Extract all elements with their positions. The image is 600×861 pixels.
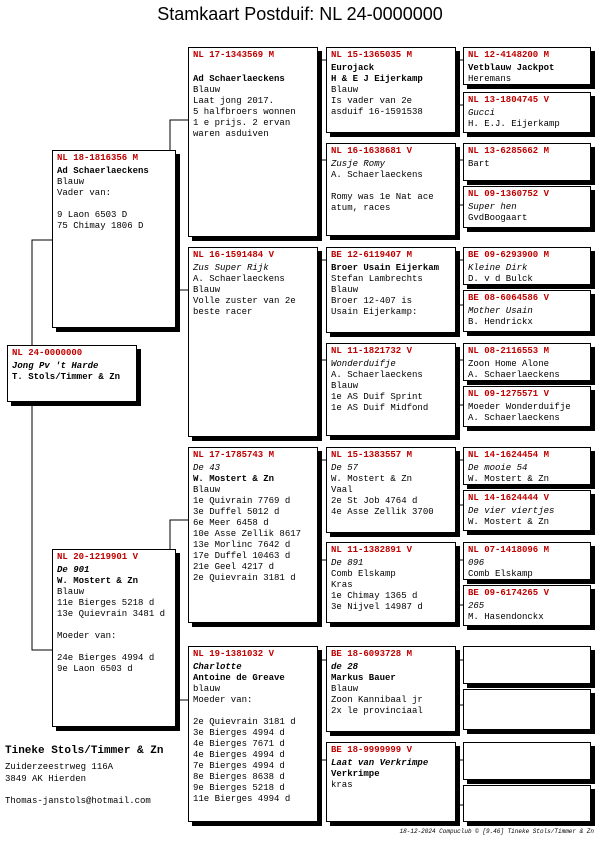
owner-block	[5, 745, 163, 807]
pigeon-info-line: 8e Bierges 8638 d	[193, 772, 285, 782]
pigeon-info-line	[331, 181, 451, 192]
owner-street: Zuiderzeestrweg 116A	[5, 762, 114, 772]
owner-email: Thomas-janstols@hotmail.com	[5, 796, 151, 806]
pigeon-card-fmff	[463, 247, 591, 285]
pigeon-card-mmmm	[463, 785, 591, 822]
pigeon-info-line: 7e Bierges 4994 d	[193, 761, 285, 771]
pigeon-info-line: 4e Bierges 7671 d	[193, 739, 285, 749]
pigeon-info-line: Moeder Wonderduifje	[468, 402, 571, 412]
pigeon-info-line: 4e Bierges 4994 d	[193, 750, 285, 760]
pigeon-info-line: Laat jong 2017.	[193, 96, 275, 106]
ring-number: NL 20-1219901 V	[57, 552, 139, 562]
pigeon-info-line: De 901	[57, 565, 90, 575]
pigeon-info-line: Broer 12-407 is	[331, 296, 413, 306]
pigeon-info-line: Kras	[331, 580, 353, 590]
pigeon-card-fff	[326, 47, 456, 133]
pigeon-card-mm	[188, 646, 318, 822]
pigeon-info-line: blauw	[193, 684, 221, 694]
pigeon-info-line: Volle zuster van 2e	[193, 296, 296, 306]
pigeon-info-line: Zus Super Rijk	[193, 263, 269, 273]
pigeon-info-line	[193, 63, 313, 74]
pigeon-info-line: Mother Usain	[468, 306, 533, 316]
pigeon-info-line: Is vader van 2e	[331, 96, 413, 106]
pigeon-info-line: 13e Morlinc 7642 d	[193, 540, 291, 550]
ring-number: NL 09-1275571 V	[468, 389, 550, 399]
pigeon-info-line: Antoine de Greave	[193, 673, 285, 683]
owner-name: Tineke Stols/Timmer & Zn	[5, 745, 164, 757]
pigeon-info-line: GvdBoogaart	[468, 213, 528, 223]
pigeon-info-line: Laat van Verkrimpe	[331, 758, 429, 768]
pigeon-info-line	[57, 620, 171, 631]
pigeon-info-line: 9e Bierges 5218 d	[193, 783, 285, 793]
pigeon-info-line: 4e Asse Zellik 3700	[331, 507, 434, 517]
pigeon-info-line: 1e Quivrain 7769 d	[193, 496, 291, 506]
pigeon-info-line: De 43	[193, 463, 221, 473]
ring-number: BE 18-9999999 V	[331, 745, 413, 755]
pigeon-info-line: Heremans	[468, 74, 512, 84]
pigeon-info-line: Markus Bauer	[331, 673, 396, 683]
pigeon-info-line: W. Mostert & Zn	[193, 474, 275, 484]
pigeon-info-line: 6e Meer 6458 d	[193, 518, 269, 528]
pigeon-info-line: Ad Schaerlaeckens	[57, 166, 149, 176]
ring-number: NL 13-1804745 V	[468, 95, 550, 105]
pigeon-info-line: Comb Elskamp	[331, 569, 396, 579]
pigeon-info-line: A. Schaerlaeckens	[331, 370, 423, 380]
ring-number: NL 16-1638681 V	[331, 146, 413, 156]
pigeon-info-line: Broer Usain Eijerkam	[331, 263, 440, 273]
pigeon-info-line: Charlotte	[193, 662, 242, 672]
pigeon-info-line: Blauw	[193, 285, 221, 295]
pigeon-info-line: Zoon Home Alone	[468, 359, 550, 369]
pigeon-info-line: Comb Elskamp	[468, 569, 533, 579]
pigeon-info-line: H & E J Eijerkamp	[331, 74, 423, 84]
pigeon-info-line: A. Schaerlaeckens	[468, 413, 560, 423]
pigeon-info-line: de 28	[331, 662, 359, 672]
pigeon-info-line: 9 Laon 6503 D	[57, 210, 128, 220]
pigeon-info-line: Vetblauw Jackpot	[468, 63, 555, 73]
pigeon-info-line: D. v d Bulck	[468, 274, 533, 284]
pigeon-info-line: 11e Bierges 4994 d	[193, 794, 291, 804]
ring-number: BE 09-6174265 V	[468, 588, 550, 598]
pigeon-info-line: 265	[468, 601, 485, 611]
pigeon-info-line: Verkrimpe	[331, 769, 380, 779]
pigeon-card-ffff	[463, 47, 591, 85]
pigeon-info-line: 24e Bierges 4994 d	[57, 653, 155, 663]
ring-number: NL 17-1785743 M	[193, 450, 275, 460]
pigeon-info-line: De 891	[331, 558, 364, 568]
pigeon-card-fm	[188, 247, 318, 437]
pigeon-info-line: 1e AS Duif Sprint	[331, 392, 423, 402]
ring-number: NL 08-2116553 M	[468, 346, 550, 356]
ring-number: BE 08-6064586 V	[468, 293, 550, 303]
pigeon-info-line: Blauw	[331, 684, 359, 694]
pigeon-info-line: 2x le provinciaal	[331, 706, 423, 716]
pigeon-info-line: 10e Asse Zellik 8617	[193, 529, 302, 539]
pigeon-card-fmfm	[463, 290, 591, 332]
pigeon-info-line: 1e Chimay 1365 d	[331, 591, 418, 601]
pigeon-info-line: 21e Geel 4217 d	[193, 562, 275, 572]
pigeon-info-line: 17e Duffel 10463 d	[193, 551, 291, 561]
pigeon-card-mfmm	[463, 585, 591, 626]
pigeon-info-line: T. Stols/Timmer & Zn	[12, 372, 121, 382]
pigeon-info-line: 2e Quievrain 3181 d	[193, 573, 296, 583]
pigeon-info-line: 13e Quievrain 3481 d	[57, 609, 166, 619]
pigeon-info-line: waren asduiven	[193, 129, 269, 139]
pigeon-info-line: A. Schaerlaeckens	[331, 170, 423, 180]
pigeon-info-line: A. Schaerlaeckens	[193, 274, 285, 284]
pigeon-card-mfff	[463, 447, 591, 485]
pigeon-info-line: Zoon Kannibaal jr	[331, 695, 423, 705]
ring-number: NL 14-1624444 V	[468, 493, 550, 503]
pigeon-card-m	[52, 549, 176, 727]
pigeon-info-line: 2e Quievrain 3181 d	[193, 717, 296, 727]
ring-number: BE 09-6293900 M	[468, 250, 550, 260]
ring-number: NL 19-1381032 V	[193, 649, 275, 659]
pigeon-info-line: Jong Pv 't Harde	[12, 361, 99, 371]
ring-number: NL 14-1624454 M	[468, 450, 550, 460]
pigeon-info-line: 75 Chimay 1806 D	[57, 221, 144, 231]
pigeon-card-fmf	[326, 247, 456, 333]
pigeon-card-mffm	[463, 490, 591, 531]
pigeon-info-line: 1 e prijs. 2 ervan	[193, 118, 291, 128]
pigeon-info-line: Blauw	[57, 177, 85, 187]
pigeon-info-line: 5 halfbroers wonnen	[193, 107, 296, 117]
pigeon-card-ff	[188, 47, 318, 237]
pigeon-info-line: Blauw	[193, 485, 221, 495]
ring-number: NL 16-1591484 V	[193, 250, 275, 260]
owner-city: 3849 AK Hierden	[5, 774, 87, 784]
pigeon-card-fmm	[326, 343, 456, 436]
pigeon-info-line: Moeder van:	[57, 631, 117, 641]
pigeon-info-line: Blauw	[331, 285, 359, 295]
pigeon-info-line: 11e Bierges 5218 d	[57, 598, 155, 608]
pigeon-info-line: 3e Duffel 5012 d	[193, 507, 280, 517]
pigeon-card-fffm	[463, 92, 591, 133]
pigeon-card-f	[52, 150, 176, 328]
pigeon-info-line: H. E.J. Eijerkamp	[468, 119, 560, 129]
pigeon-info-line: W. Mostert & Zn	[57, 576, 139, 586]
ring-number: BE 18-6093728 M	[331, 649, 413, 659]
pigeon-card-main	[7, 345, 137, 402]
ring-number: NL 17-1343569 M	[193, 50, 275, 60]
pigeon-info-line: B. Hendrickx	[468, 317, 533, 327]
pigeon-info-line: 2e St Job 4764 d	[331, 496, 418, 506]
pigeon-info-line: Super hen	[468, 202, 517, 212]
pigeon-info-line: A. Schaerlaeckens	[468, 370, 560, 380]
pigeon-info-line: Blauw	[331, 85, 359, 95]
ring-number: NL 24-0000000	[12, 348, 83, 358]
pigeon-info-line: 3e Bierges 4994 d	[193, 728, 285, 738]
pigeon-card-mmff	[463, 646, 591, 684]
pigeon-info-line: Blauw	[331, 381, 359, 391]
pigeon-info-line: Kleine Dirk	[468, 263, 528, 273]
pigeon-info-line: M. Hasendonckx	[468, 612, 544, 622]
pigeon-info-line: 9e Laon 6503 d	[57, 664, 133, 674]
pigeon-card-mfm	[326, 542, 456, 623]
pigeon-info-line: beste racer	[193, 307, 253, 317]
ring-number: NL 13-6285662 M	[468, 146, 550, 156]
ring-number: NL 12-4148200 M	[468, 50, 550, 60]
pigeon-info-line: Zusje Romy	[331, 159, 386, 169]
pigeon-info-line: Moeder van:	[193, 695, 253, 705]
pigeon-card-mf	[188, 447, 318, 623]
pigeon-card-fmmm	[463, 386, 591, 427]
pigeon-card-fmmf	[463, 343, 591, 381]
pigeon-card-mmf	[326, 646, 456, 732]
pigeon-info-line: W. Mostert & Zn	[331, 474, 413, 484]
pigeon-info-line: Usain Eijerkamp:	[331, 307, 418, 317]
footer-credits: 18-12-2024 Compuclub © [9.46] Tineke Stols/Timmer & Zn	[399, 828, 594, 835]
ring-number: NL 09-1360752 V	[468, 189, 550, 199]
pigeon-info-line: 3e Nijvel 14987 d	[331, 602, 423, 612]
pigeon-info-line: Stefan Lambrechts	[331, 274, 423, 284]
ring-number: NL 07-1418096 M	[468, 545, 550, 555]
ring-number: NL 15-1383557 M	[331, 450, 413, 460]
pigeon-info-line: De mooie 54	[468, 463, 528, 473]
pigeon-info-line: De vier viertjes	[468, 506, 555, 516]
ring-number: NL 11-1382891 V	[331, 545, 413, 555]
pigeon-info-line: 1e AS Duif Midfond	[331, 403, 429, 413]
ring-number: NL 15-1365035 M	[331, 50, 413, 60]
ring-number: NL 11-1821732 V	[331, 346, 413, 356]
pigeon-info-line: Gucci	[468, 108, 496, 118]
pigeon-card-ffm	[326, 143, 456, 236]
pigeon-info-line: De 57	[331, 463, 359, 473]
pigeon-info-line	[193, 706, 313, 717]
pigeon-card-ffmm	[463, 186, 591, 228]
pigeon-info-line: Eurojack	[331, 63, 375, 73]
pigeon-card-mmfm	[463, 689, 591, 730]
pigeon-info-line: asduif 16-1591538	[331, 107, 423, 117]
pigeon-card-ffmf	[463, 143, 591, 181]
pigeon-info-line: Bart	[468, 159, 490, 169]
ring-number: NL 18-1816356 M	[57, 153, 139, 163]
pigeon-card-mff	[326, 447, 456, 533]
page-title: Stamkaart Postduif: NL 24-0000000	[157, 4, 443, 24]
pigeon-info-line: Blauw	[193, 85, 221, 95]
pigeon-info-line: Blauw	[57, 587, 85, 597]
pigeon-info-line: Romy was 1e Nat ace	[331, 192, 434, 202]
pigeon-card-mmmf	[463, 742, 591, 780]
pigeon-info-line: W. Mostert & Zn	[468, 517, 550, 527]
pigeon-info-line: Vader van:	[57, 188, 112, 198]
pigeon-info-line: W. Mostert & Zn	[468, 474, 550, 484]
pigeon-info-line	[57, 642, 171, 653]
pigeon-info-line	[57, 199, 171, 210]
pigeon-info-line: kras	[331, 780, 353, 790]
pigeon-info-line: Wonderduifje	[331, 359, 396, 369]
ring-number: BE 12-6119407 M	[331, 250, 413, 260]
pigeon-info-line: atum, races	[331, 203, 391, 213]
pigeon-card-mfmf	[463, 542, 591, 580]
pigeon-info-line: Vaal	[331, 485, 353, 495]
pigeon-info-line: Ad Schaerlaeckens	[193, 74, 285, 84]
pigeon-info-line: 096	[468, 558, 485, 568]
pigeon-card-mmm	[326, 742, 456, 822]
